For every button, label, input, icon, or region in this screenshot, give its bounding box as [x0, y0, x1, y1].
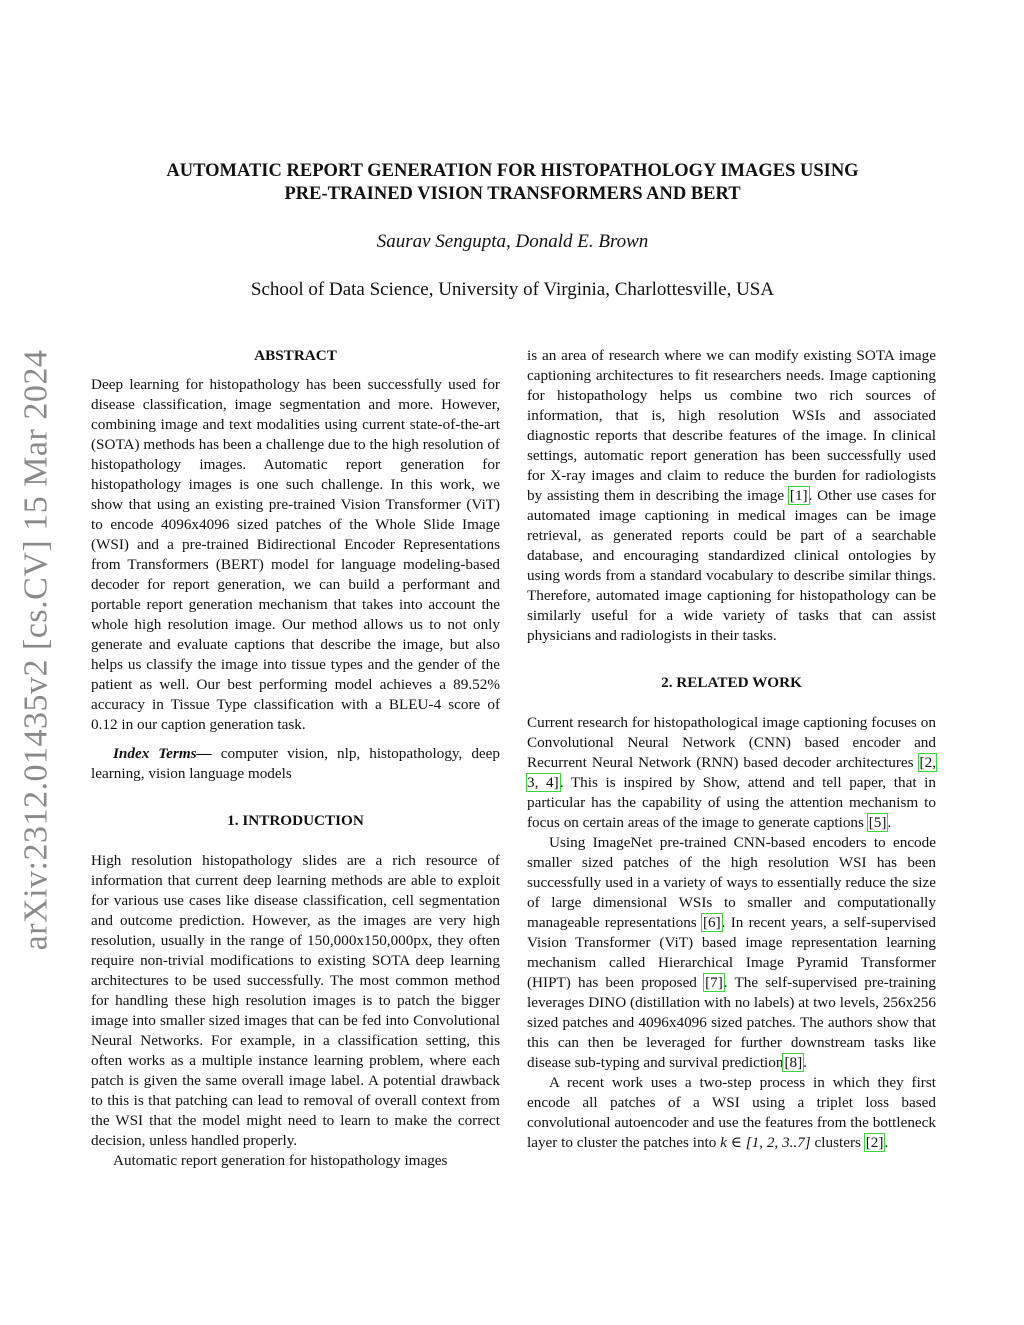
related-text-1c: .	[887, 814, 892, 831]
arxiv-identifier	[0, 340, 72, 960]
related-work-paragraph-2	[527, 833, 936, 1073]
related-text-3a: A recent work uses a two-step process in which they first encode all patches of a WSI using a triplet loss based convolutional autoencoder and use the features from the bottleneck layer to cluster the patches into	[527, 1074, 936, 1151]
introduction-paragraph-2-start: Automatic report generation for histopathology images	[113, 1152, 448, 1169]
citation-link-1[interactable]: [1]	[789, 487, 808, 504]
related-text-3b: clusters	[810, 1134, 865, 1151]
intro-text-a: is an area of research where we can modify existing SOTA image captioning architectures to fit researchers needs. Image captioning for histopathology helps us combine two rich sources of information, that is, high resolution WSIs and associated diagnostic reports that describe features of the image. In clinical settings, automatic report generation has been successfully used for X-ray images and claim to reduce the burden for radiologists by assisting them in describing the image	[527, 347, 936, 504]
related-text-2c: . The self-supervised pre-training leverages DINO (distillation with no labels) at two levels, 256x256 sized patches and 4096x4096 sized patches. The authors show that this can then be leveraged for further downstream tasks like disease sub-typing and survival prediction	[527, 974, 936, 1071]
introduction-paragraph-1: High resolution histopathology slides are a rich resource of information that current deep learning methods are able to exploit for various use cases like disease classification, cell segmentation and outcome prediction. However, as the images are very high resolution, usually in the range of 150,000x150,000px, they often require non-trivial modifications to existing SOTA deep learning architectures to be used successfully. The most common method for handling these high resolution images is to patch the bigger image into smaller sized images that can be fed into Convolutional Neural Networks. For example, in a classification setting, this often works as a multiple instance learning problem, where each patch is given the same overall image label. A potential drawback to this is that patching can lead to removal of overall context from the WSI that the model might need to learn to make the correct decision, unless handled properly.	[91, 852, 500, 1149]
paper-affiliation: School of Data Science, University of Virginia, Charlottesville, USA	[250, 279, 775, 300]
related-work-paragraph-1	[527, 713, 936, 833]
abstract-text: Deep learning for histopathology has been successfully used for disease classification, image segmentation and more. However, combining image and text modalities using current state-of-the-art (SOTA) methods has been a challenge due to the high resolution of histopathology images. Automatic report generation for histopathology images is one such challenge. In this work, we show that using an existing pre-trained Vision Transformer (ViT) to encode 4096x4096 sized patches of the Whole Slide Image (WSI) and a pre-trained Bidirectional Encoder Representations from Transformers (BERT) model for language modeling-based decoder for report generation, we can build a performant and portable report generation mechanism that takes into account the whole high resolution image. Our method allows us to not only generate and evaluate captions that describe the image, but also helps us classify the image into tissue types and the gender of the patient as well. Our best performing model achieves a 89.52% accuracy in Tissue Type classification with a BLEU-4 score of 0.12 in our caption generation task.	[91, 376, 500, 733]
paper-authors: Saurav Sengupta, Donald E. Brown	[376, 231, 649, 252]
citation-link-7[interactable]: [7]	[705, 974, 723, 991]
citation-link-2[interactable]: [2]	[865, 1134, 884, 1151]
paper-title	[90, 160, 935, 206]
related-text-1b: . This is inspired by Show, attend and tell paper, that in particular has the capability of using the attention mechanism to focus on certain areas of the image to generate captions	[527, 774, 936, 831]
citation-link-5[interactable]: [5]	[868, 814, 887, 831]
introduction-paragraph-2-continued	[527, 346, 936, 646]
related-work-heading: 2. RELATED WORK	[661, 674, 802, 691]
paper-title-line-2: PRE-TRAINED VISION TRANSFORMERS AND BERT	[284, 184, 741, 204]
related-text-1a: Current research for histopathological image captioning focuses on Convolutional Neural Network (CNN) based encoder and Recurrent Neural Network (RNN) based decoder architectures	[527, 714, 936, 771]
introduction-heading: 1. INTRODUCTION	[227, 812, 364, 829]
related-text-3c: .	[884, 1134, 889, 1151]
index-terms	[91, 744, 500, 784]
related-text-2a: Using ImageNet pre-trained CNN-based encoders to encode smaller sized patches of the high resolution WSI has been successfully used in a variety of ways to essentially reduce the size of large dimensional WSIs to smaller and computationally manageable representations	[527, 834, 936, 931]
paper-title-line-1: AUTOMATIC REPORT GENERATION FOR HISTOPATHOLOGY IMAGES USING	[166, 161, 859, 181]
index-terms-label: Index Terms—	[113, 745, 212, 762]
related-text-2d: .	[803, 1054, 807, 1071]
intro-text-b: . Other use cases for automated image captioning in medical images can be image retrieval, as generated reports could be part of a searchable database, and encouraging standardized clinical ontologies by using words from a standard vocabulary to describe similar things. Therefore, automated image captioning for histopathology can be similarly useful for a wide variety of tasks that can assist physicians and radiologists in their tasks.	[527, 487, 936, 644]
cluster-range-formula: k ∈ [1, 2, 3..7]	[720, 1134, 811, 1151]
related-work-paragraph-3	[527, 1073, 936, 1153]
citation-link-8[interactable]: [8]	[784, 1054, 803, 1071]
related-text-2b: . In recent years, a self-supervised Vision Transformer (ViT) based image representation learning mechanism called Hierarchical Image Pyramid Transformer (HIPT) has been proposed	[527, 914, 936, 991]
left-column	[91, 346, 500, 1171]
citation-link-2-3-4[interactable]: [2, 3, 4]	[527, 754, 936, 791]
index-terms-text: computer vision, nlp, histopathology, deep learning, vision language models	[91, 745, 500, 782]
abstract-heading: ABSTRACT	[254, 347, 337, 364]
citation-link-6[interactable]: [6]	[702, 914, 721, 931]
right-column	[527, 346, 936, 1153]
arxiv-identifier-text: arXiv:2312.01435v2 [cs.CV] 15 Mar 2024	[17, 349, 55, 951]
